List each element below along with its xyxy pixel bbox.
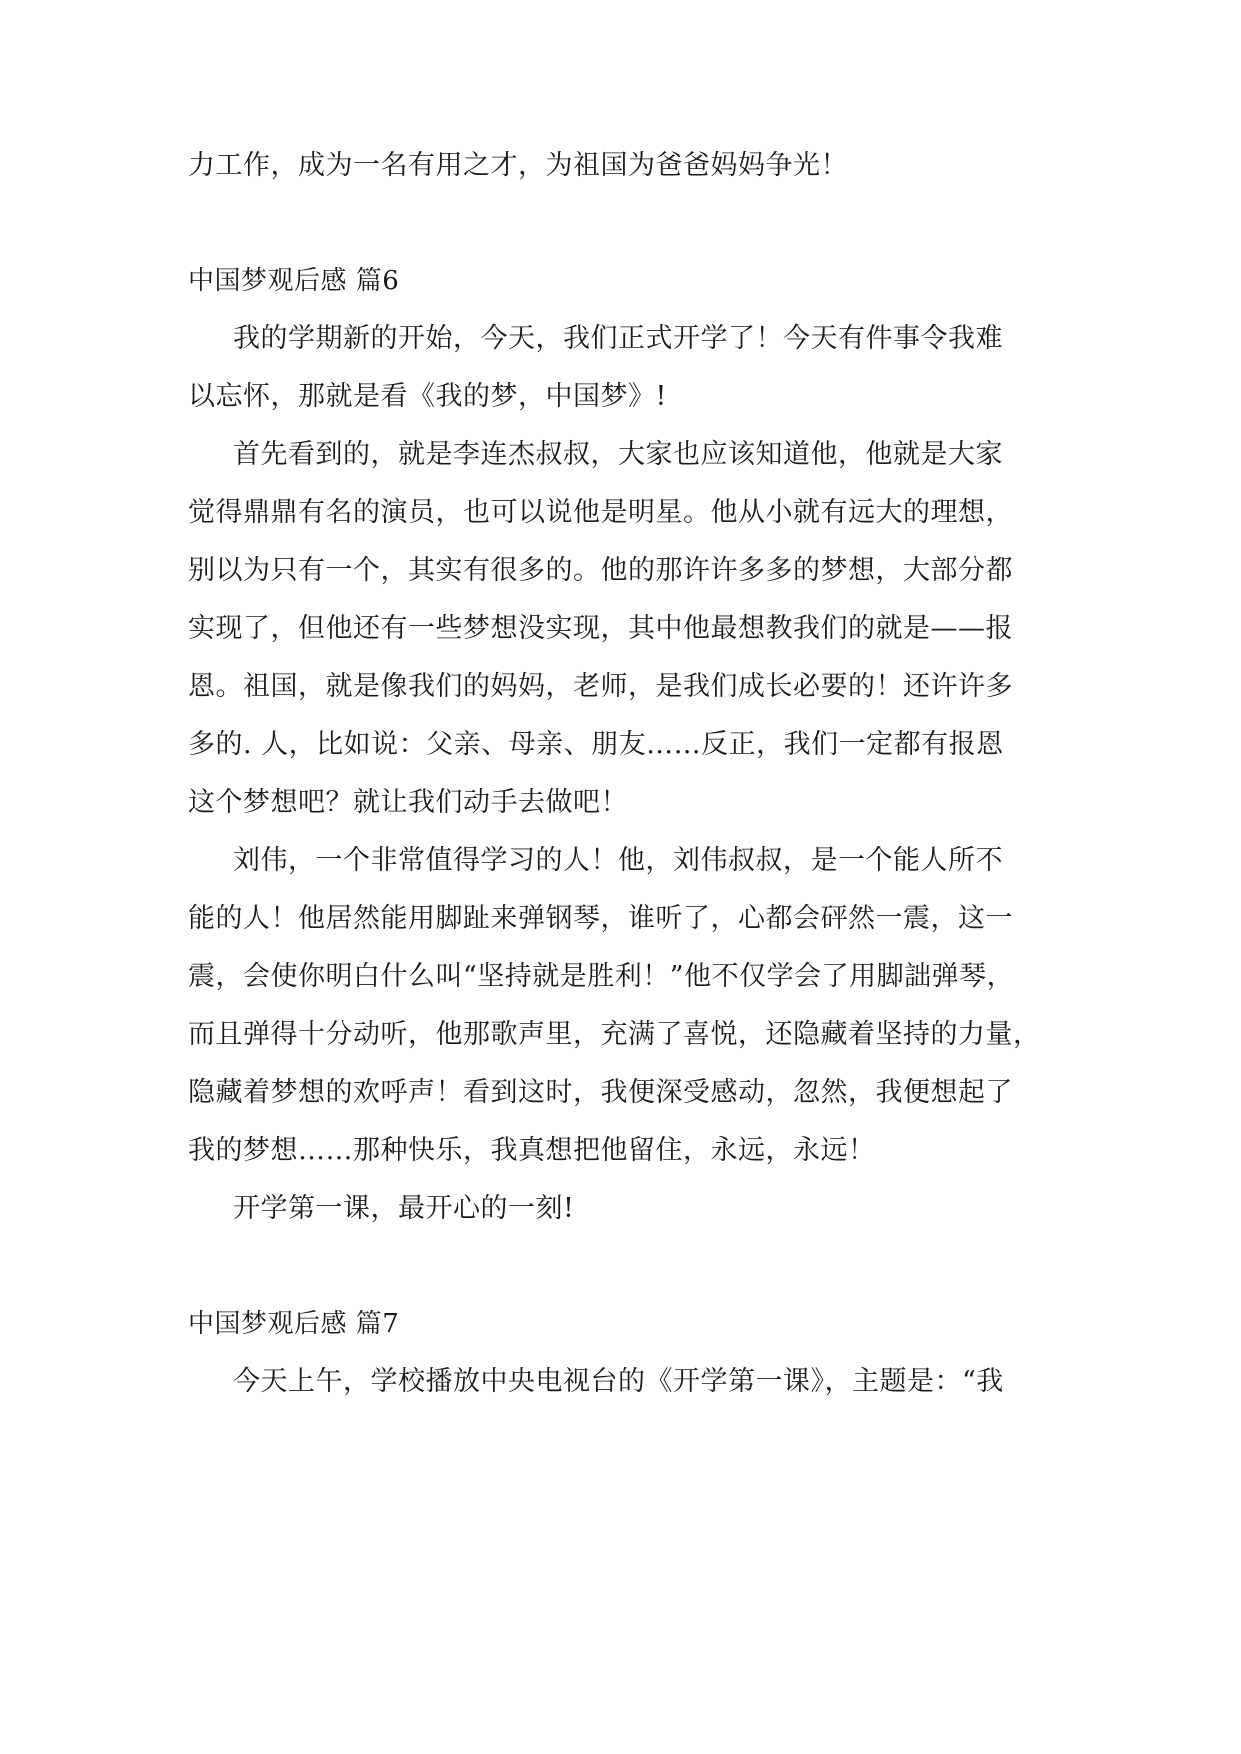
paragraph-line: 实现了，但他还有一些梦想没实现，其中他最想教我们的就是——报 bbox=[188, 613, 1013, 644]
paragraph-line: 以忘怀，那就是看《我的梦，中国梦》! bbox=[188, 381, 667, 412]
paragraph-line: 首先看到的，就是李连杰叔叔，大家也应该知道他，他就是大家 bbox=[233, 439, 1003, 470]
paragraph-line: 而且弹得十分动听，他那歌声里，充满了喜悦，还隐藏着坚持的力量， bbox=[188, 1019, 1041, 1050]
paragraph-line: 恩。祖国，就是像我们的妈妈，老师，是我们成长必要的！还许许多 bbox=[188, 671, 1013, 702]
paragraph-line: 震，会使你明白什么叫“坚持就是胜利！”他不仅学会了用脚詘弹琴， bbox=[188, 961, 1015, 992]
paragraph-line: 今天上午，学校播放中央电视台的《开学第一课》，主题是：“我 bbox=[233, 1366, 1004, 1397]
section-heading-7: 中国梦观后感 篇7 bbox=[188, 1309, 400, 1339]
paragraph-line: 隐藏着梦想的欢呼声！看到这时，我便深受感动，忽然，我便想起了 bbox=[188, 1077, 1013, 1108]
paragraph-line: 我的学期新的开始，今天，我们正式开学了！今天有件事令我难 bbox=[233, 323, 1003, 354]
paragraph-line: 能的人！他居然能用脚趾来弹钢琴，谁听了，心都会砰然一震，这一 bbox=[188, 903, 1013, 934]
paragraph-line: 力工作，成为一名有用之才，为祖国为爸爸妈妈争光！ bbox=[188, 150, 848, 181]
paragraph-line: 开学第一课，最开心的一刻! bbox=[233, 1193, 575, 1224]
paragraph-line: 觉得鼎鼎有名的演员，也可以说他是明星。他从小就有远大的理想， bbox=[188, 497, 1013, 528]
paragraph-line: 别以为只有一个，其实有很多的。他的那许许多多的梦想，大部分都 bbox=[188, 555, 1013, 586]
paragraph-line: 我的梦想……那种快乐，我真想把他留住，永远，永远！ bbox=[188, 1135, 876, 1166]
paragraph-line: 刘伟，一个非常值得学习的人！他，刘伟叔叔，是一个能人所不 bbox=[233, 845, 1003, 876]
section-heading-6: 中国梦观后感 篇6 bbox=[188, 266, 400, 296]
paragraph-line: 这个梦想吧？就让我们动手去做吧！ bbox=[188, 787, 628, 818]
paragraph-line: 多的. 人，比如说：父亲、母亲、朋友……反正，我们一定都有报恩 bbox=[188, 729, 1004, 760]
